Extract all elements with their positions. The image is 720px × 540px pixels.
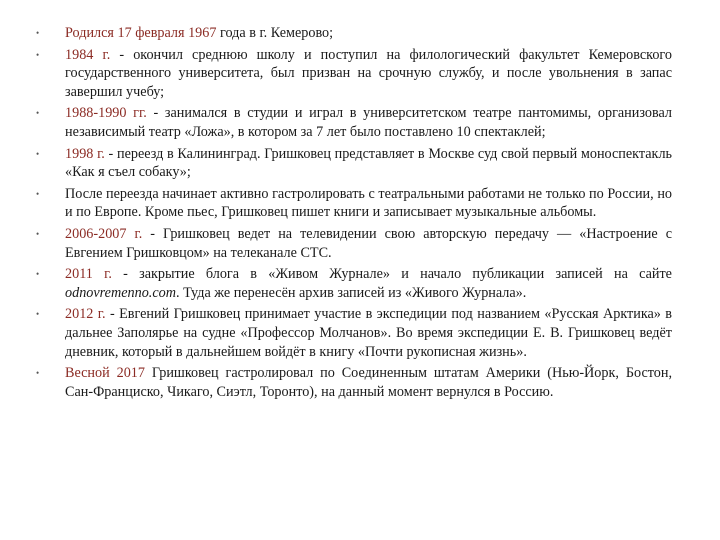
item-text: После переезда начинает активно гастролировать с театральными работами не только по России, но и по Европе. Кроме пьес, Гришковец пишет книги и записывает музыкальные альбомы. [65, 185, 672, 221]
item-text: Гришковец гастролировал по Соединенным штатам Америки (Нью-Йорк, Бостон, Сан-Франциско, Чикаго, Сиэтл, Торонто), на данный момент вернулся в Россию. [65, 365, 672, 400]
list-item [36, 104, 672, 141]
bullet-icon: • [36, 148, 40, 159]
item-text: - Евгений Гришковец принимает участие в экспедиции под названием «Русская Арктика» в дальнее Заполярье на судне «Профессор Молчанов». Во время экспедиции Е. В. Гришковец ведёт дневник, который в дальнейшем войдёт в книгу «Почти рукописная жизнь». [65, 306, 672, 360]
item-text: - закрытие блога в «Живом Журнале» и начало публикации записей на сайте [111, 266, 672, 283]
item-text: - переезд в Калининград. Гришковец представляет в Москве суд свой первый моноспектакль «Как я съел собаку»; [65, 145, 672, 181]
item-date: Весной 2017 [65, 365, 145, 382]
list-item [36, 265, 672, 302]
list-item [36, 225, 672, 262]
list-item [36, 185, 672, 222]
item-text: - занимался в студии и играл в университетском театре пантомимы, организовал независимый театр «Ложа», в котором за 7 лет было поставлено 10 спектаклей; [65, 105, 672, 140]
bullet-icon: • [36, 108, 40, 119]
bullet-icon: • [36, 269, 40, 280]
list-item [36, 145, 672, 182]
bullet-icon: • [36, 309, 40, 320]
biography-list [36, 24, 672, 404]
bullet-icon: • [36, 49, 40, 60]
list-item [36, 305, 672, 361]
item-text-after: . Туда же перенесён архив записей из «Живого Журнала». [175, 284, 527, 301]
item-date: 1984 г. [65, 46, 111, 63]
bullet-icon: • [36, 368, 40, 379]
item-date: Родился 17 февраля 1967 [65, 25, 217, 41]
list-item [36, 46, 672, 102]
item-text: - окончил среднюю школу и поступил на филологический факультет Кемеровского государственного университета, был призван на срочную службу, и после увольнения в запас завершил учебу; [65, 46, 672, 100]
bullet-icon: • [36, 228, 40, 239]
item-date: 2012 г. [65, 306, 106, 323]
bullet-icon: • [36, 28, 40, 38]
item-date: 2006-2007 г. [65, 225, 143, 242]
item-text: года в г. Кемерово; [216, 25, 334, 41]
item-text: - Гришковец ведет на телевидении свою авторскую передачу — «Настроение с Евгением Гришковцом» на телеканале СТС. [65, 225, 672, 261]
list-item [36, 364, 672, 401]
bullet-icon: • [36, 188, 40, 199]
item-date: 2011 г. [65, 266, 112, 283]
item-date: 1988-1990 гг. [65, 105, 147, 122]
item-date: 1998 г. [65, 145, 105, 162]
list-item [36, 24, 672, 43]
site-link[interactable]: odnovremenno.com [65, 284, 176, 301]
